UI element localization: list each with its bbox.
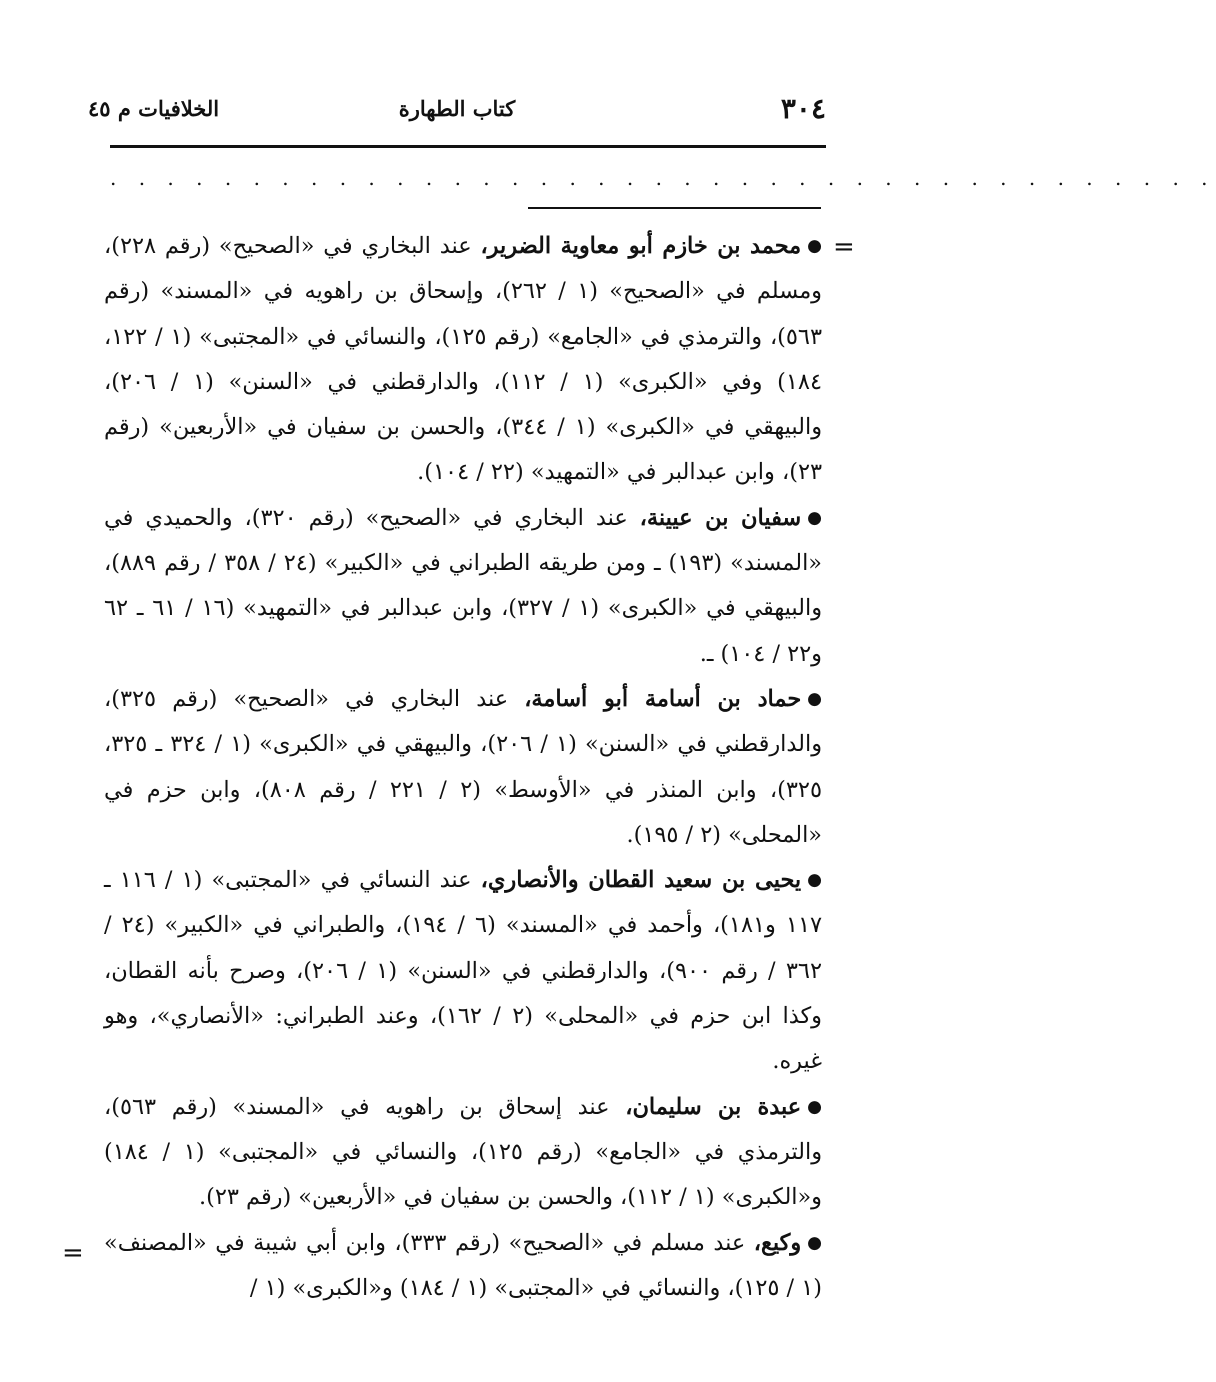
continuation-mark-bottom: = <box>62 1238 84 1268</box>
narrator-name: محمد بن خازم أبو معاوية الضرير، <box>480 233 802 259</box>
footnote-separator <box>528 207 821 209</box>
narrator-entry <box>104 1085 822 1221</box>
bullet-icon: ● <box>807 1096 822 1117</box>
narrator-entry <box>104 1221 822 1312</box>
narrator-name: يحيى بن سعيد القطان والأنصاري، <box>480 867 802 894</box>
footnote-body <box>104 224 822 1311</box>
entry-text: عند البخاري في «الصحيح» (رقم ٢٢٨)، ومسلم في «الصحيح» (١ / ٢٦٢)، وإسحاق بن راهويه في «المسند» (رقم ٥٦٣)، والترمذي في «الجامع» (رقم ١٢٥)، والنسائي في «المجتبى» (١ / ١٢٢، ١٨٤) وفي «الكبرى» (١ / ١١٢)، والدارقطني في «السنن» (١ / ٢٠٦)، والبيهقي في «الكبرى» (١ / ٣٤٤)، والحسن بن سفيان في «الأربعين» (رقم ٢٣)، وابن عبدالبر في «التمهيد» (٢٢ / ١٠٤). <box>104 233 823 486</box>
narrator-entry <box>104 496 822 677</box>
entry-text: عند البخاري في «الصحيح» (رقم ٣٢٠)، والحميدي في «المسند» (١٩٣) ـ ومن طريقه الطبراني في «الكبير» (٢٤ / ٣٥٨ / رقم ٨٨٩)، والبيهقي في «الكبرى» (١ / ٣٢٧)، وابن عبدالبر في «التمهيد» (١٦ / ٦١ ـ ٦٢ و٢٢ / ١٠٤) ـ. <box>104 504 823 667</box>
entry-text: عند مسلم في «الصحيح» (رقم ٣٣٣)، وابن أبي شيبة في «المصنف» (١ / ١٢٥)، والنسائي في «المجتبى» (١ / ١٨٤) و«الكبرى» (١ / <box>104 1229 822 1301</box>
book-title: كتاب الطهارة <box>398 96 516 121</box>
header-rule <box>110 145 826 148</box>
bullet-icon: ● <box>807 870 822 891</box>
narrator-entry <box>104 224 822 496</box>
entry-text: عند النسائي في «المجتبى» (١ / ١١٦ ـ ١١٧ و١٨١)، وأحمد في «المسند» (٦ / ١٩٤)، والطبراني في «الكبير» (٢٤ / ٣٦٢ / رقم ٩٠٠)، والدارقطني في «السنن» (١ / ٢٠٦)، وصرح بأنه القطان، وكذا ابن حزم في «المحلى» (٢ / ١٦٢)، وعند الطبراني: «الأنصاري»، وهو غيره. <box>104 867 823 1075</box>
narrator-entry <box>104 677 822 858</box>
narrator-name: وكيع، <box>753 1229 802 1256</box>
continuation-mark-top: = <box>833 232 855 262</box>
running-header <box>88 92 826 132</box>
continuation-dots: . . . . . . . . . . . . . . . . . . . . . . . . . . . . . . . . . . . . . . . <box>110 166 1216 190</box>
bullet-icon: ● <box>807 236 822 256</box>
bullet-icon: ● <box>807 507 823 528</box>
bullet-icon: ● <box>807 688 823 709</box>
entry-text: عند البخاري في «الصحيح» (رقم ٣٢٥)، والدارقطني في «السنن» (١ / ٢٠٦)، والبيهقي في «الكبرى» (١ / ٣٢٤ ـ ٣٢٥، ٣٢٥)، وابن المنذر في «الأوسط» (٢ / ٢٢١ / رقم ٨٠٨)، وابن حزم في «المحلى» (٢ / ١٩٥). <box>104 685 823 848</box>
bullet-icon: ● <box>807 1232 822 1253</box>
volume-marker: الخلافيات م ٤٥ <box>88 96 220 121</box>
narrator-name: سفيان بن عيينة، <box>639 504 802 531</box>
narrator-name: حماد بن أسامة أبو أسامة، <box>524 685 802 712</box>
narrator-entry <box>104 858 822 1084</box>
narrator-name: عبدة بن سليمان، <box>625 1093 802 1120</box>
entry-text: عند إسحاق بن راهويه في «المسند» (رقم ٥٦٣)، والترمذي في «الجامع» (رقم ١٢٥)، والنسائي في «المجتبى» (١ / ١٨٤) و«الكبرى» (١ / ١١٢)، والحسن بن سفيان في «الأربعين» (رقم ٢٣). <box>104 1093 823 1211</box>
page-number: ٣٠٤ <box>780 92 826 125</box>
